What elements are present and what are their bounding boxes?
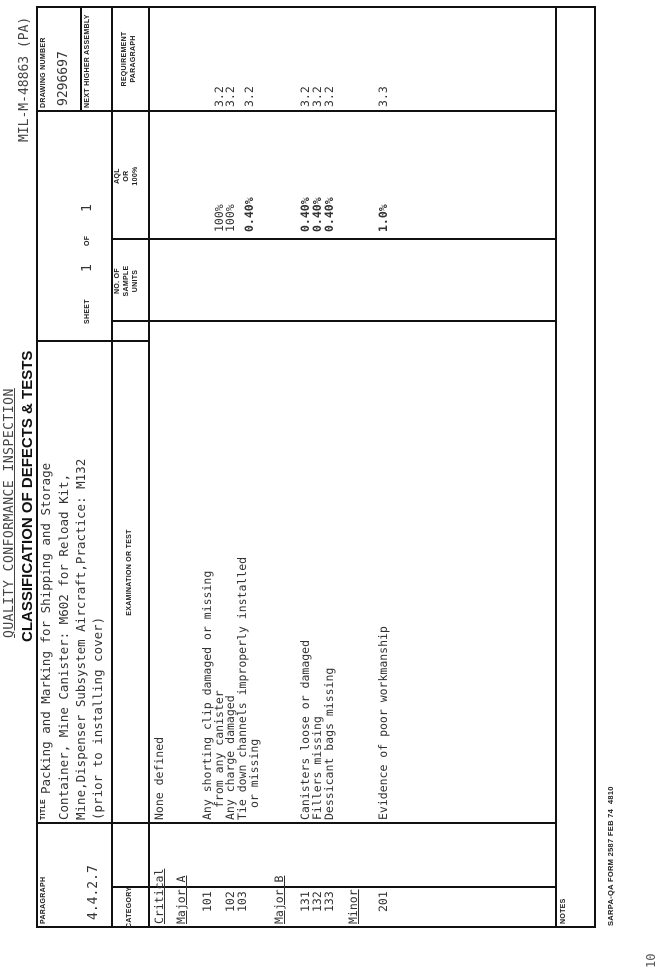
heading-line1: QUALITY CONFORMANCE INSPECTION [2, 388, 17, 638]
sheet-num: 1 [80, 264, 95, 272]
next-higher-label: NEXT HIGHER ASSEMBLY [84, 14, 91, 108]
critical-text: None defined [152, 736, 166, 820]
text-201: Evidence of poor workmanship [376, 626, 390, 820]
title-line-1: Packing and Marking for Shipping and Storage [38, 462, 53, 794]
aql-133: 0.40% [322, 197, 336, 232]
text-102: Any charge damaged [223, 695, 237, 820]
req-103: 3.2 [242, 86, 256, 107]
drawing-number: 9296697 [56, 51, 71, 106]
col-sample: NO. OF SAMPLE UNITS [114, 265, 139, 297]
code-101: 101 [200, 891, 214, 912]
title-line-4: (prior to installing cover) [90, 616, 105, 820]
req-101: 3.2 [212, 86, 226, 107]
category-major-b: Major B [272, 875, 286, 924]
notes-label: NOTES [560, 898, 567, 924]
text-101a: Any shorting clip damaged or missing [200, 570, 214, 820]
req-131: 3.2 [298, 86, 312, 107]
text-103a: Tie down channels improperly installed [235, 556, 249, 820]
req-133: 3.2 [322, 86, 336, 107]
drawing-number-label: DRAWING NUMBER [40, 37, 47, 108]
aql-103: 0.40% [242, 197, 256, 232]
category-minor: Minor [346, 889, 360, 924]
text-103b: or missing [247, 738, 261, 808]
code-103: 103 [235, 891, 249, 912]
col-aql: AQL OR 100% [114, 166, 139, 186]
code-201: 201 [376, 891, 390, 912]
title-label: TITLE [40, 799, 47, 820]
aql-102: 100% [223, 204, 237, 232]
text-132: Fillers missing [310, 716, 324, 820]
aql-131: 0.40% [298, 197, 312, 232]
text-133: Dessicant bags missing [322, 667, 336, 820]
col-exam: EXAMINATION OR TEST [126, 529, 133, 616]
req-201: 3.3 [376, 86, 390, 107]
title-line-3: Mine,Dispenser Subsystem Aircraft,Practice: M132 [73, 458, 88, 820]
paragraph-label: PARAGRAPH [40, 876, 47, 924]
heading-line2: CLASSIFICATION OF DEFECTS & TESTS [19, 350, 36, 642]
code-132: 132 [310, 891, 324, 912]
aql-101: 100% [212, 204, 226, 232]
code-131: 131 [298, 891, 312, 912]
sheet-of: OF [84, 235, 91, 246]
aql-201: 1.0% [376, 204, 390, 232]
spec-number: MIL-M-48863 (PA) [17, 16, 32, 142]
title-line-2: Container, Mine Canister: M602 for Reload Kit, [56, 473, 71, 820]
category-critical: Critical [152, 868, 166, 924]
code-133: 133 [322, 891, 336, 912]
sheet-total: 1 [80, 204, 95, 212]
paragraph-value: 4.4.2.7 [86, 865, 101, 920]
col-req: REQUIREMENT PARAGRAPH [121, 31, 137, 87]
req-132: 3.2 [310, 86, 324, 107]
form-id: SARPA-QA FORM 2587 FEB 74 4810 [606, 786, 615, 926]
aql-132: 0.40% [310, 197, 324, 232]
text-101b: from any canister [212, 690, 226, 808]
text-131: Canisters loose or damaged [298, 639, 312, 820]
code-102: 102 [223, 891, 237, 912]
req-102: 3.2 [223, 86, 237, 107]
sheet-label: SHEET [84, 299, 91, 324]
col-category: CATEGORY [126, 886, 133, 928]
category-major-a: Major A [174, 875, 188, 924]
page-number: 10 [644, 953, 658, 968]
